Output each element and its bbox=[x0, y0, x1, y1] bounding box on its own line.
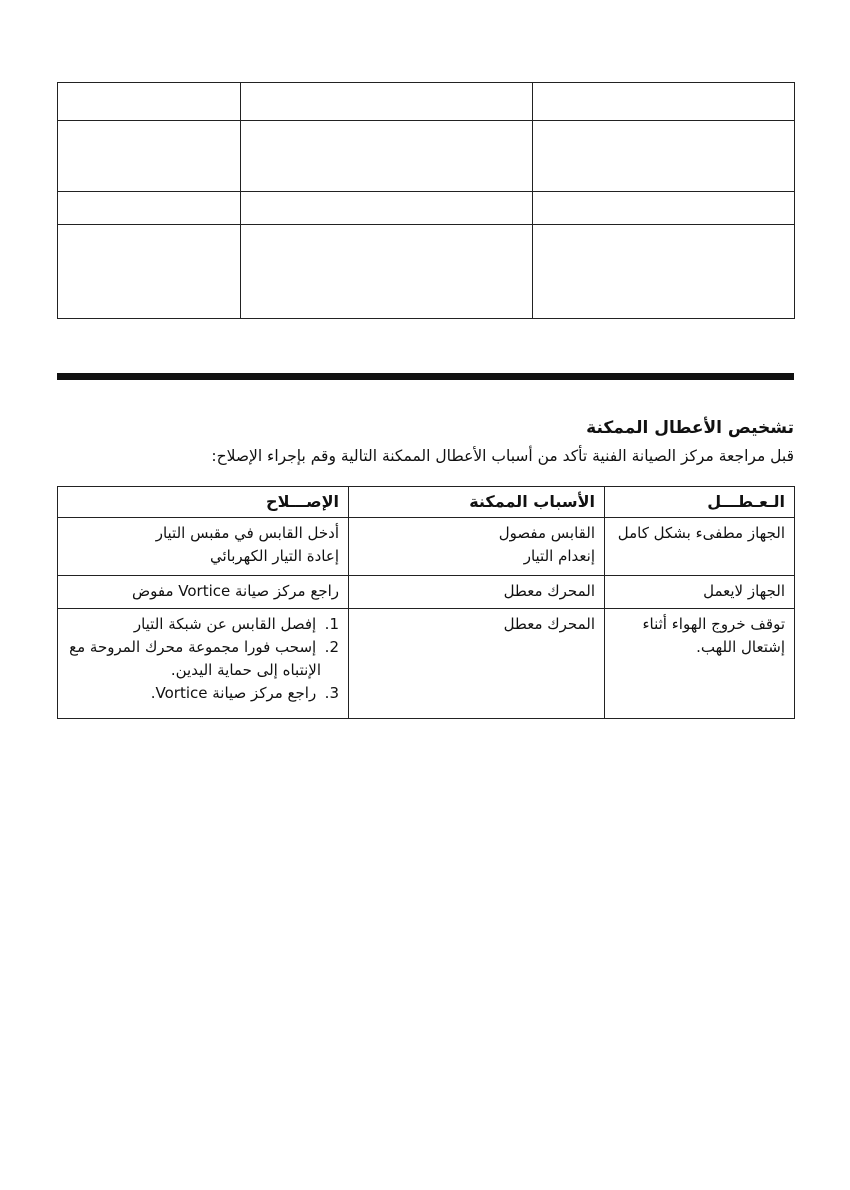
empty-top-table bbox=[57, 82, 795, 319]
repair-step bbox=[67, 613, 339, 636]
fault-text: توقف خروج الهواء أثناء bbox=[642, 615, 785, 633]
step-text: راجع مركز صيانة Vortice. bbox=[150, 684, 317, 702]
step-text: إسحب فورا مجموعة محرك المروحة مع bbox=[69, 638, 317, 656]
empty-row bbox=[58, 83, 795, 121]
fault-text: إشتعال اللهب. bbox=[696, 638, 785, 656]
empty-row bbox=[58, 192, 795, 225]
empty-row bbox=[58, 121, 795, 192]
repair-step-continuation bbox=[67, 659, 339, 682]
header-fault: الـعـطـــل bbox=[605, 487, 795, 518]
causes-cell bbox=[349, 576, 605, 609]
repair-cell bbox=[58, 576, 349, 609]
section-divider bbox=[57, 373, 794, 380]
repair-cell bbox=[58, 518, 349, 576]
section-title: تشخيص الأعطال الممكنة bbox=[586, 418, 794, 438]
troubleshooting-table bbox=[57, 486, 795, 719]
empty-row bbox=[58, 225, 795, 319]
step-number: 1. bbox=[324, 615, 339, 633]
step-text: إفصل القابس عن شبكة التيار bbox=[133, 615, 317, 633]
repair-step bbox=[67, 636, 339, 659]
repair-text: راجع مركز صيانة Vortice مفوض bbox=[132, 582, 339, 600]
cause-text: إنعدام التيار bbox=[523, 547, 595, 565]
repair-step bbox=[67, 682, 339, 705]
table-row bbox=[58, 518, 795, 576]
fault-cell bbox=[605, 576, 795, 609]
repair-cell bbox=[58, 609, 349, 719]
cause-text: المحرك معطل bbox=[503, 615, 595, 633]
cause-text: القابس مفصول bbox=[498, 524, 595, 542]
repair-text: أدخل القابس في مقبس التيار bbox=[155, 524, 339, 542]
fault-text: الجهاز مطفىء بشكل كامل bbox=[617, 524, 785, 542]
step-number: 3. bbox=[324, 684, 339, 702]
section-intro: قبل مراجعة مركز الصيانة الفنية تأكد من أسباب الأعطال الممكنة التالية وقم بإجراء الإصلاح: bbox=[211, 447, 794, 465]
table-header-row bbox=[58, 487, 795, 518]
fault-cell bbox=[605, 518, 795, 576]
table-row bbox=[58, 576, 795, 609]
table-row bbox=[58, 609, 795, 719]
fault-cell bbox=[605, 609, 795, 719]
step-text: الإنتباه إلى حماية اليدين. bbox=[170, 661, 321, 679]
step-number: 2. bbox=[324, 638, 339, 656]
causes-cell bbox=[349, 518, 605, 576]
header-causes: الأسباب الممكنة bbox=[349, 487, 605, 518]
cause-text: المحرك معطل bbox=[503, 582, 595, 600]
header-repair: الإصـــلاح bbox=[58, 487, 349, 518]
fault-text: الجهاز لايعمل bbox=[703, 582, 785, 600]
repair-text: إعادة التيار الكهربائي bbox=[209, 547, 339, 565]
causes-cell bbox=[349, 609, 605, 719]
